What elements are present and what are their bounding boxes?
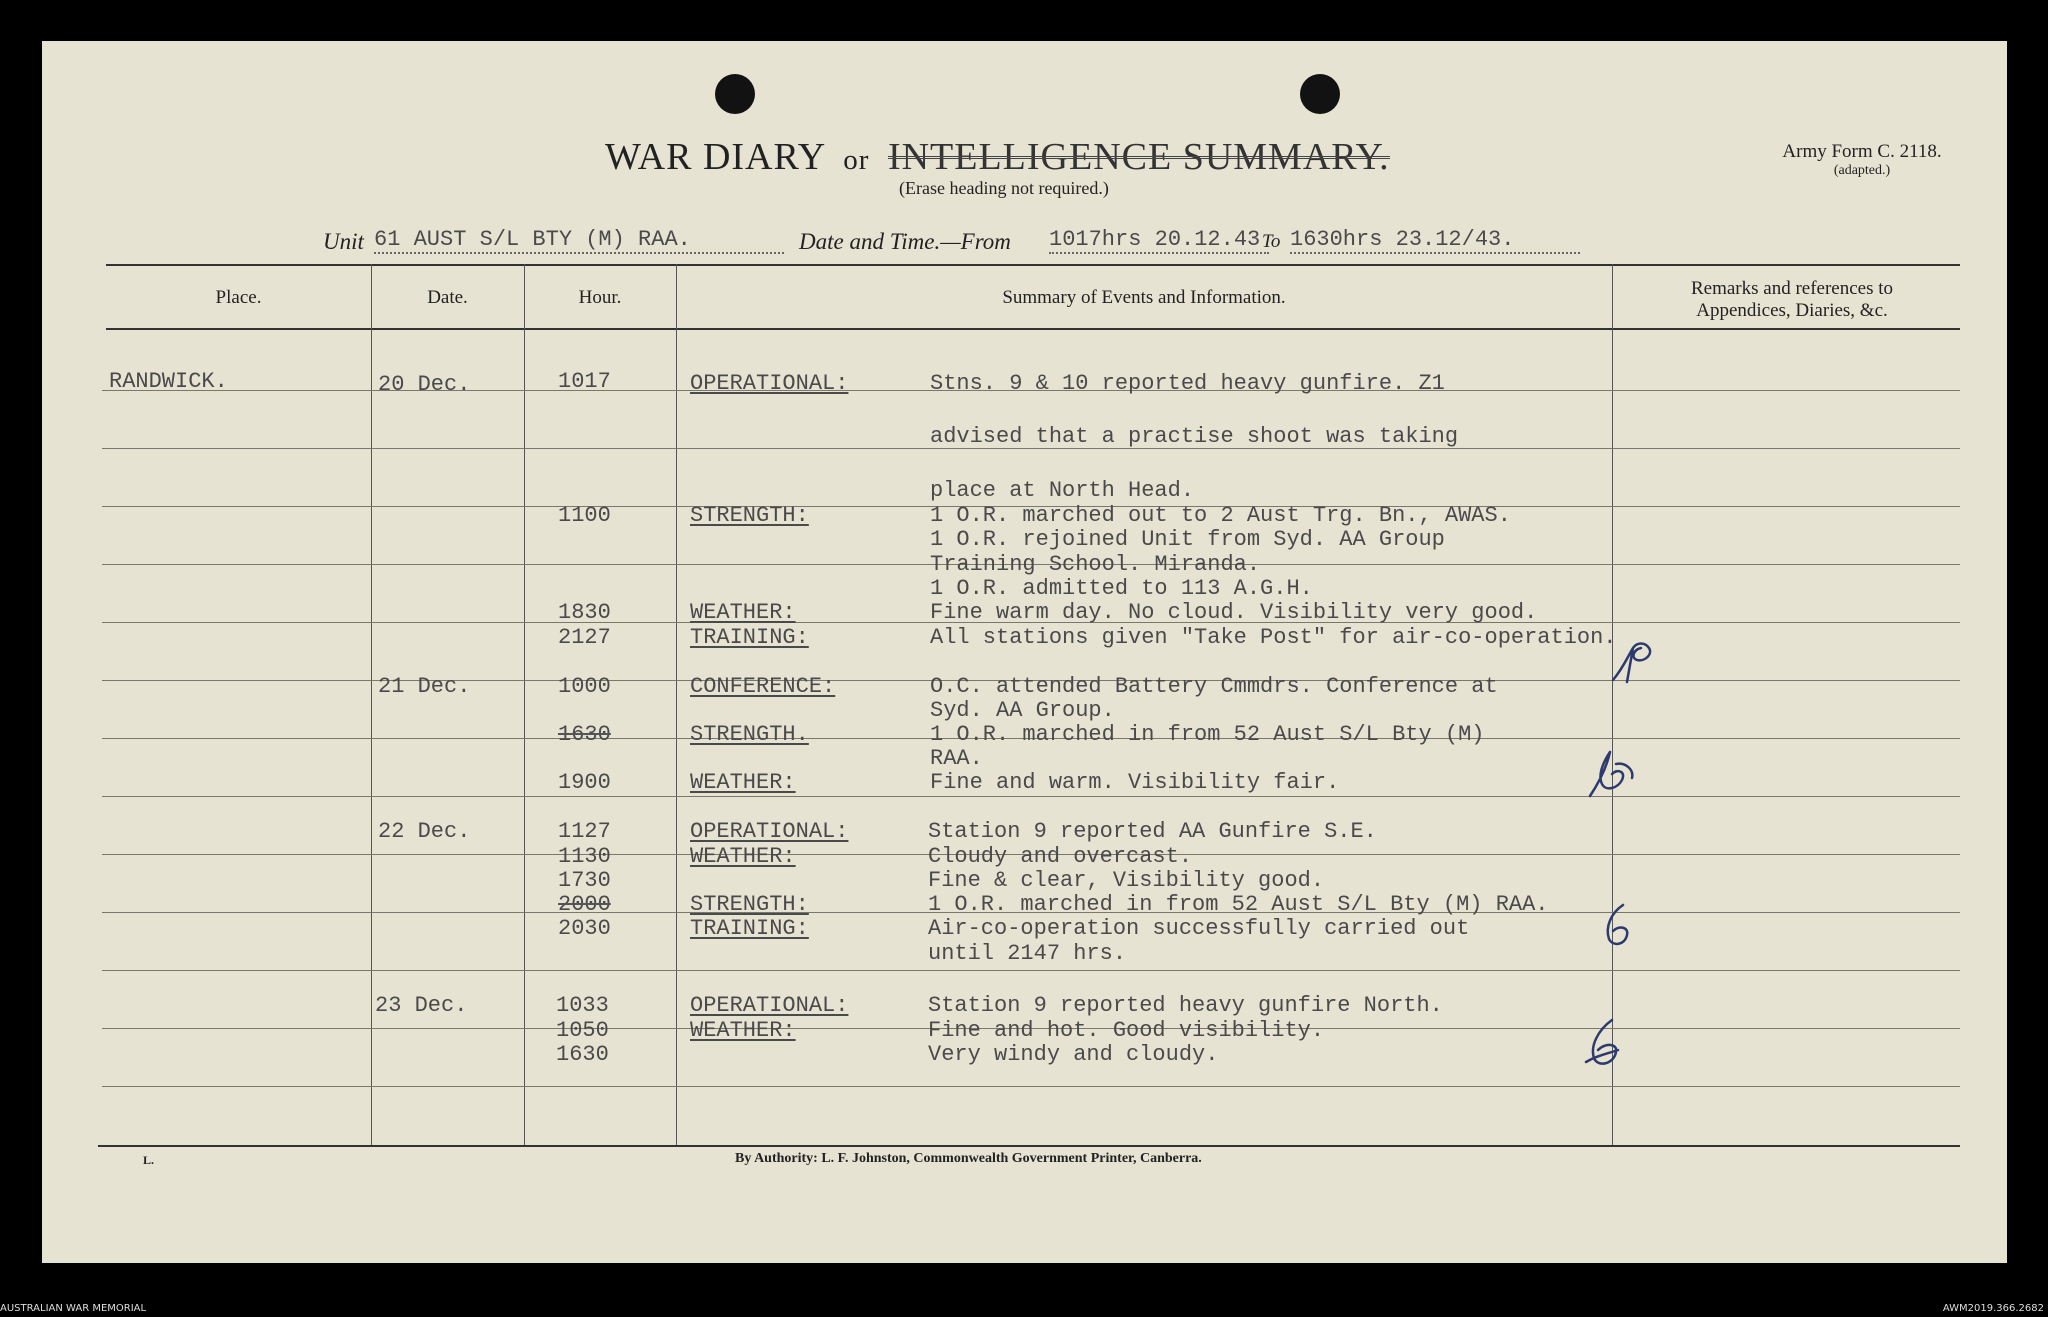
summary-cell: until 2147 hrs. bbox=[928, 941, 1127, 966]
hour-cell: 1630 bbox=[558, 722, 611, 747]
summary-cell: Station 9 reported heavy gunfire North. bbox=[928, 993, 1443, 1018]
summary-cell: Syd. AA Group. bbox=[930, 698, 1115, 723]
date-cell: 22 Dec. bbox=[378, 819, 471, 844]
category-cell: STRENGTH. bbox=[690, 722, 809, 747]
footer-form-code: L. bbox=[143, 1153, 155, 1167]
army-form-line: Army Form C. 2118. bbox=[1782, 141, 1942, 162]
header-date: Date. bbox=[427, 287, 468, 308]
summary-cell: place at North Head. bbox=[930, 478, 1195, 503]
hour-cell: 1130 bbox=[558, 844, 611, 869]
datetime-from-value: 1017hrs 20.12.43 bbox=[1049, 227, 1269, 254]
summary-cell: Fine and warm. Visibility fair. bbox=[930, 770, 1340, 795]
table-top-rule bbox=[106, 264, 1960, 266]
category-cell: TRAINING: bbox=[690, 916, 809, 941]
category-cell: CONFERENCE: bbox=[690, 674, 836, 699]
war-diary-page bbox=[42, 41, 2007, 1263]
header-hour: Hour. bbox=[578, 287, 622, 308]
header-place: Place. bbox=[215, 287, 262, 308]
summary-cell: Station 9 reported AA Gunfire S.E. bbox=[928, 819, 1377, 844]
column-divider bbox=[371, 264, 372, 1145]
hour-cell: 1127 bbox=[558, 819, 611, 844]
category-cell: STRENGTH: bbox=[690, 503, 809, 528]
ruled-line bbox=[102, 970, 1960, 971]
category-cell: WEATHER: bbox=[690, 770, 796, 795]
category-cell: WEATHER: bbox=[690, 844, 796, 869]
unit-label: Unit bbox=[323, 229, 364, 254]
date-cell: 21 Dec. bbox=[378, 674, 471, 699]
handwritten-remark-mark bbox=[1578, 1016, 1638, 1071]
hour-cell: 1050 bbox=[556, 1018, 609, 1043]
summary-cell: Fine warm day. No cloud. Visibility very good. bbox=[930, 600, 1538, 625]
header-remarks: Remarks and references to Appendices, Diaries, &c. bbox=[1690, 278, 1894, 321]
hour-cell: 1730 bbox=[558, 868, 611, 893]
date-cell: 20 Dec. bbox=[378, 372, 471, 397]
hour-cell: 1017 bbox=[558, 369, 611, 394]
category-cell: WEATHER: bbox=[690, 1018, 796, 1043]
title-war-diary: WAR DIARY bbox=[605, 136, 825, 178]
hour-cell: 1100 bbox=[558, 503, 611, 528]
place-cell: RANDWICK. bbox=[109, 369, 228, 394]
column-divider bbox=[524, 264, 525, 1145]
summary-cell: All stations given "Take Post" for air-co-operation. bbox=[930, 625, 1617, 650]
date-cell: 23 Dec. bbox=[375, 993, 468, 1018]
punch-hole-left bbox=[715, 74, 755, 114]
hour-cell: 1900 bbox=[558, 770, 611, 795]
summary-cell: 1 O.R. marched out to 2 Aust Trg. Bn., AWAS. bbox=[930, 503, 1511, 528]
unit-value: 61 AUST S/L BTY (M) RAA. bbox=[374, 227, 784, 254]
summary-cell: 1 O.R. admitted to 113 A.G.H. bbox=[930, 576, 1313, 601]
header-summary: Summary of Events and Information. bbox=[1002, 287, 1286, 308]
hour-cell: 2030 bbox=[558, 916, 611, 941]
title-intelligence-summary: INTELLIGENCE SUMMARY. bbox=[887, 136, 1390, 178]
datetime-label: Date and Time.—From bbox=[799, 229, 1011, 254]
category-cell: OPERATIONAL: bbox=[690, 819, 849, 844]
column-divider bbox=[676, 264, 677, 1145]
title-or: or bbox=[843, 144, 870, 176]
column-divider bbox=[1612, 264, 1613, 1145]
datetime-to-label: To bbox=[1262, 231, 1281, 252]
form-title bbox=[605, 135, 1390, 179]
category-cell: OPERATIONAL: bbox=[690, 993, 849, 1018]
handwritten-remark-mark bbox=[1582, 744, 1652, 804]
summary-cell: Very windy and cloudy. bbox=[928, 1042, 1219, 1067]
ruled-line bbox=[102, 796, 1960, 797]
summary-cell: RAA. bbox=[930, 746, 983, 771]
army-form-adapted: (adapted.) bbox=[1833, 163, 1891, 178]
hour-cell: 2127 bbox=[558, 625, 611, 650]
table-bottom-rule bbox=[98, 1145, 1960, 1147]
summary-cell: Fine and hot. Good visibility. bbox=[928, 1018, 1325, 1043]
summary-cell: O.C. attended Battery Cmmdrs. Conference at bbox=[930, 674, 1498, 699]
datetime-to-value: 1630hrs 23.12/43. bbox=[1290, 227, 1580, 254]
header-bottom-rule bbox=[106, 328, 1960, 330]
summary-cell: Stns. 9 & 10 reported heavy gunfire. Z1 bbox=[930, 371, 1445, 396]
category-cell: STRENGTH: bbox=[690, 892, 809, 917]
punch-hole-right bbox=[1300, 74, 1340, 114]
summary-cell: Training School. Miranda. bbox=[930, 552, 1261, 577]
summary-cell: advised that a practise shoot was taking bbox=[930, 424, 1459, 449]
handwritten-remark-mark bbox=[1595, 901, 1645, 951]
summary-cell: 1 O.R. marched in from 52 Aust S/L Bty (M) bbox=[930, 722, 1485, 747]
summary-cell: Cloudy and overcast. bbox=[928, 844, 1193, 869]
hour-cell: 1830 bbox=[558, 600, 611, 625]
hour-cell: 2000 bbox=[558, 892, 611, 917]
summary-cell: 1 O.R. marched in from 52 Aust S/L Bty (M) RAA. bbox=[928, 892, 1549, 917]
archive-accession-number: AWM2019.366.2682 bbox=[1942, 1303, 2044, 1314]
handwritten-remark-mark bbox=[1605, 638, 1665, 688]
category-cell: OPERATIONAL: bbox=[690, 371, 849, 396]
hour-cell: 1033 bbox=[556, 993, 609, 1018]
category-cell: WEATHER: bbox=[690, 600, 796, 625]
summary-cell: Fine & clear, Visibility good. bbox=[928, 868, 1325, 893]
hour-cell: 1630 bbox=[556, 1042, 609, 1067]
summary-cell: Air-co-operation successfully carried out bbox=[928, 916, 1470, 941]
erase-note: (Erase heading not required.) bbox=[899, 178, 1109, 198]
archive-source-label: AUSTRALIAN WAR MEMORIAL bbox=[0, 1303, 147, 1314]
hour-cell: 1000 bbox=[558, 674, 611, 699]
footer-authority: By Authority: L. F. Johnston, Commonwealth Government Printer, Canberra. bbox=[735, 1151, 1202, 1166]
category-cell: TRAINING: bbox=[690, 625, 809, 650]
ruled-line bbox=[102, 1086, 1960, 1087]
army-form-number bbox=[1762, 141, 1962, 179]
summary-cell: 1 O.R. rejoined Unit from Syd. AA Group bbox=[930, 527, 1445, 552]
